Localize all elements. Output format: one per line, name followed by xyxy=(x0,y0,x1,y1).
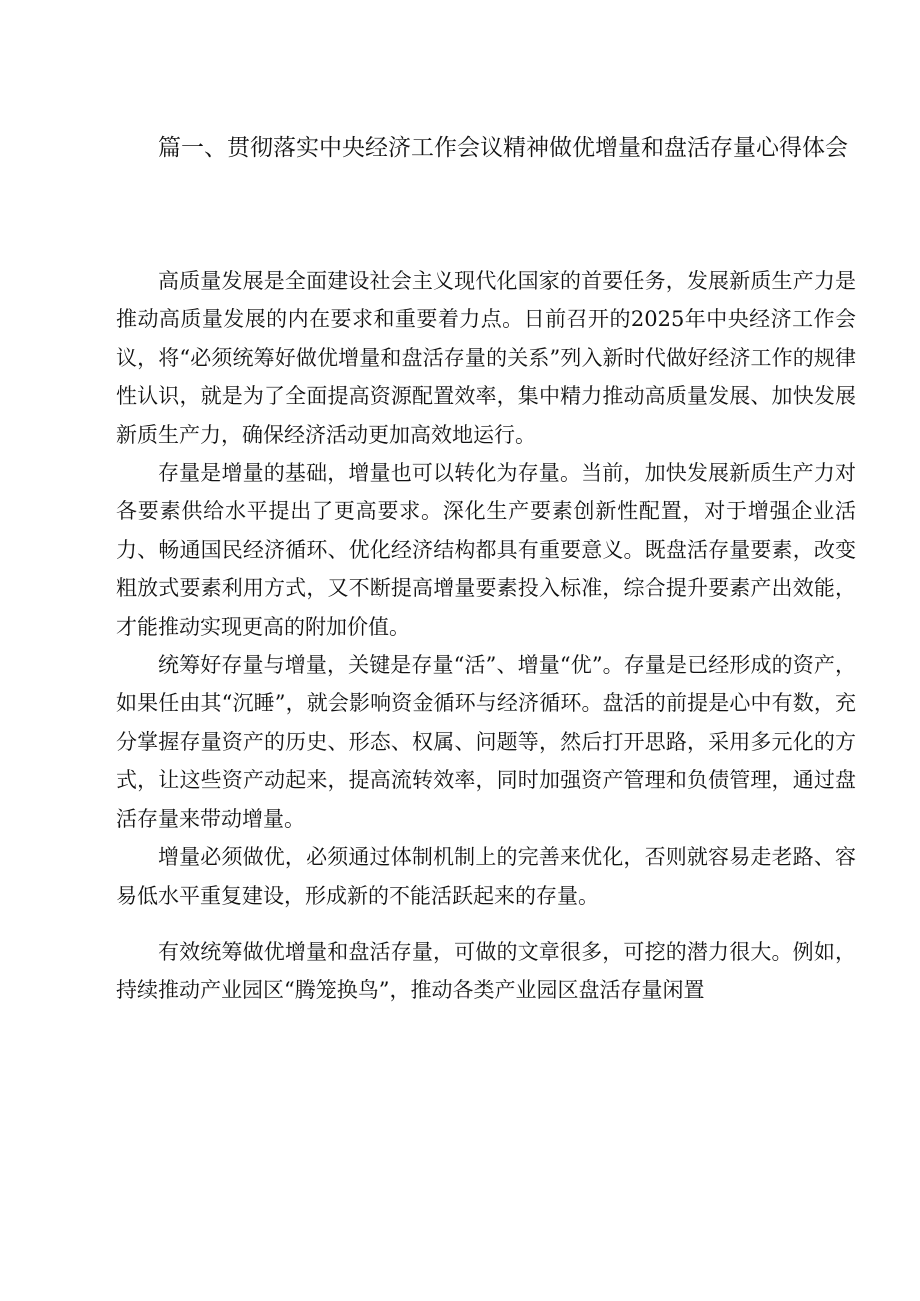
paragraph: 高质量发展是全面建设社会主义现代化国家的首要任务，发展新质生产力是推动高质量发展的内在要求和重要着力点。日前召开的2025年中央经济工作会议，将“必须统筹好做优增量和盘活存量的关系”列入新时代做好经济工作的规律性认识，就是为了全面提高资源配置效率，集中精力推动高质量发展、加快发展新质生产力，确保经济活动更加高效地运行。 xyxy=(116,269,856,447)
paragraph: 增量必须做优，必须通过体制机制上的完善来优化，否则就容易走老路、容易低水平重复建设，形成新的不能活跃起来的存量。 xyxy=(116,845,856,908)
paragraph: 有效统筹做优增量和盘活存量，可做的文章很多，可挖的潜力很大。例如，持续推动产业园区“腾笼换鸟”，推动各类产业园区盘活存量闲置 xyxy=(116,939,856,1003)
document-title: 篇一、贯彻落实中央经济工作会议精神做优增量和盘活存量心得体会 xyxy=(158,135,848,161)
paragraph: 存量是增量的基础，增量也可以转化为存量。当前，加快发展新质生产力对各要素供给水平提出了更高要求。深化生产要素创新性配置，对于增强企业活力、畅通国民经济循环、优化经济结构都具有重要意义。既盘活存量要素，改变粗放式要素利用方式，又不断提高增量要素投入标准，综合提升要素产出效能，才能推动实现更高的附加价值。 xyxy=(116,461,856,639)
document-body xyxy=(116,262,856,1010)
paragraph: 统筹好存量与增量，关键是存量“活”、增量“优”。存量是已经形成的资产，如果任由其“沉睡”，就会影响资金循环与经济循环。盘活的前提是心中有数，充分掌握存量资产的历史、形态、权属、问题等，然后打开思路，采用多元化的方式，让这些资产动起来，提高流转效率，同时加强资产管理和负债管理，通过盘活存量来带动增量。 xyxy=(116,653,856,831)
